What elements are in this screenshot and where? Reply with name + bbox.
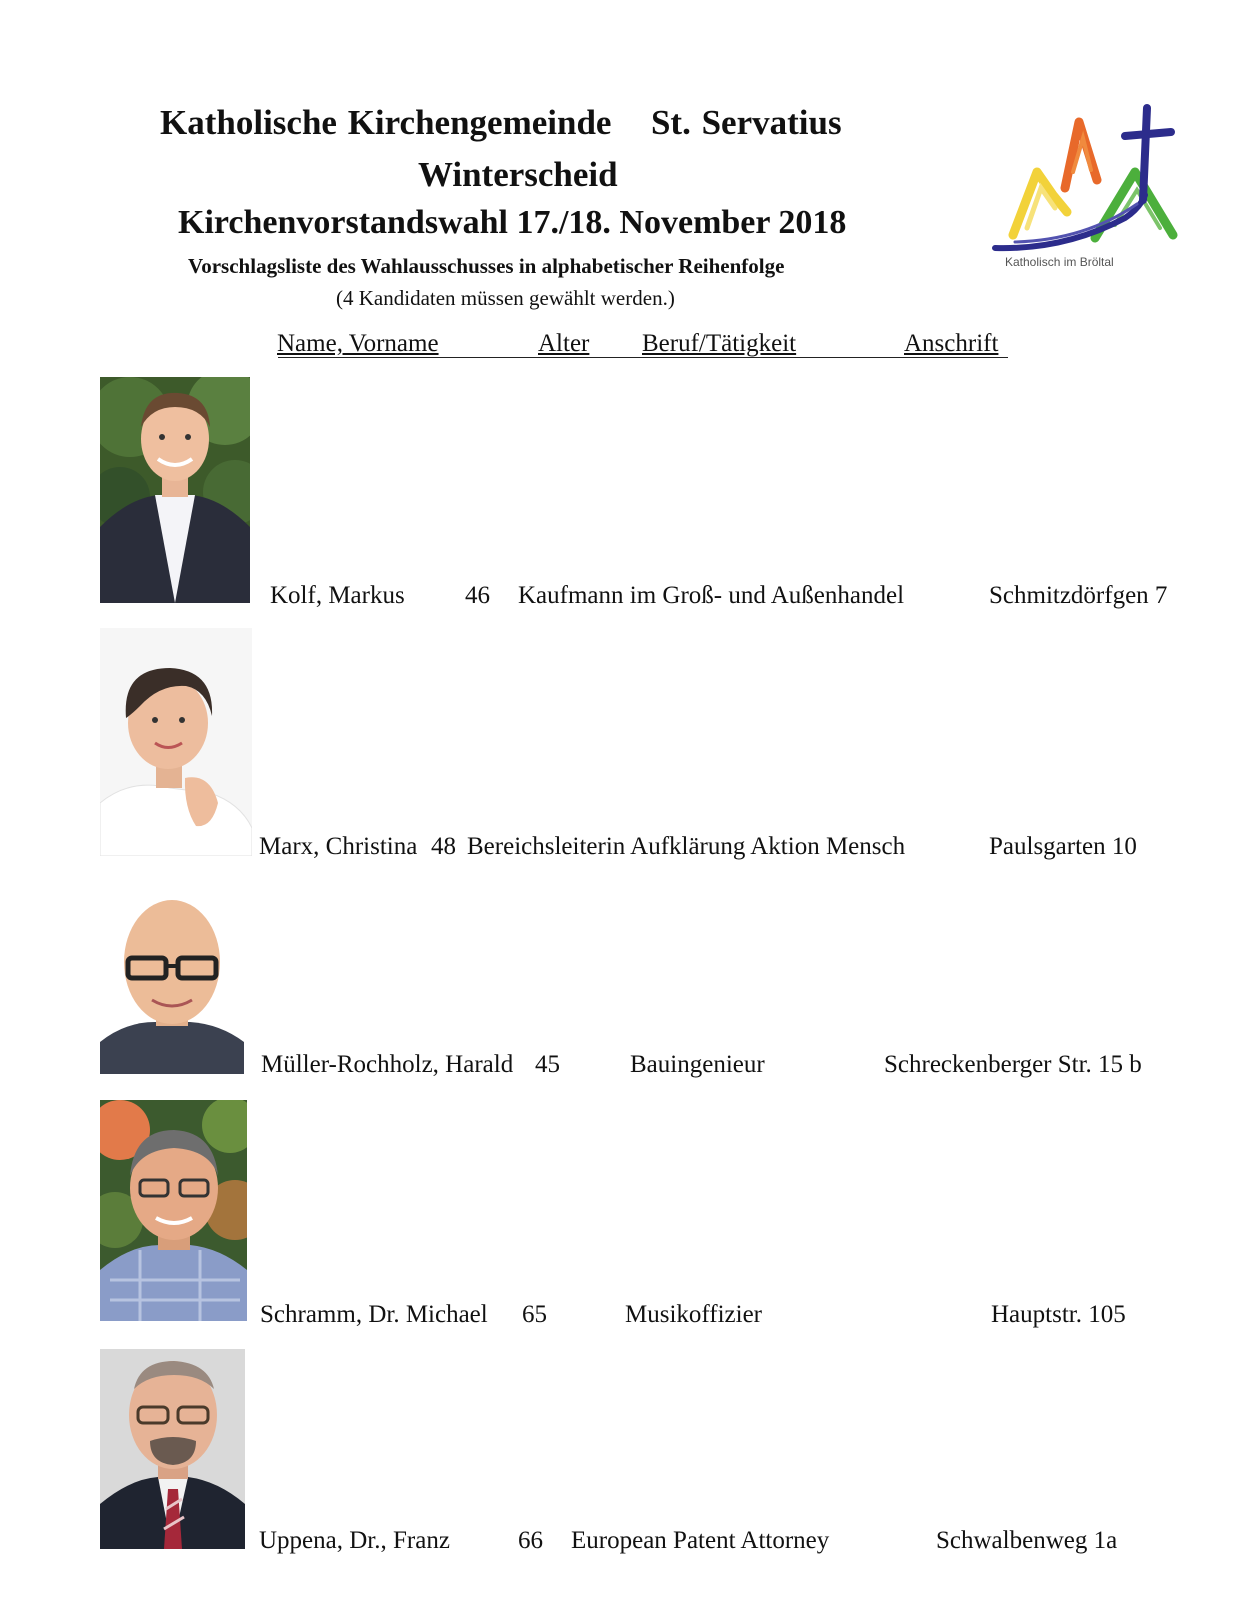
- parish-saint: St. Servatius: [650, 103, 842, 142]
- candidate-name: Schramm, Dr. Michael: [260, 1301, 488, 1328]
- candidate-job: Kaufmann im Groß- und Außenhandel: [518, 582, 905, 609]
- candidate-name: Kolf, Markus: [270, 582, 405, 609]
- list-subtitle: Vorschlagsliste des Wahlausschusses in alphabetischer Reihenfolge: [188, 254, 785, 278]
- column-header-address: Anschrift: [904, 330, 999, 357]
- candidate-address: Schmitzdörfgen 7: [989, 582, 1168, 609]
- candidate-address: Schwalbenweg 1a: [936, 1527, 1118, 1554]
- candidate-age: 66: [518, 1527, 543, 1554]
- church-logo-icon: [975, 100, 1190, 280]
- candidate-photo-mueller-rochholz: [100, 882, 244, 1074]
- candidate-job: Bereichsleiterin Aufklärung Aktion Mensch: [467, 833, 906, 860]
- candidate-address: Paulsgarten 10: [989, 833, 1137, 860]
- candidate-photo-kolf: [100, 377, 250, 603]
- parish-title: [160, 103, 842, 143]
- candidate-job: Bauingenieur: [630, 1051, 765, 1078]
- logo-caption: Katholisch im Bröltal: [1005, 255, 1114, 269]
- candidate-address: Hauptstr. 105: [991, 1301, 1126, 1328]
- candidate-address: Schreckenberger Str. 15 b: [884, 1051, 1142, 1078]
- candidate-age: 46: [465, 582, 490, 609]
- candidate-name: Uppena, Dr., Franz: [259, 1527, 450, 1554]
- column-header-job: Beruf/Tätigkeit: [642, 330, 797, 357]
- vote-note: (4 Kandidaten müssen gewählt werden.): [336, 286, 675, 310]
- candidate-age: 45: [535, 1051, 560, 1078]
- column-header-name: Name, Vorname: [277, 330, 439, 357]
- header-underline: [278, 357, 1008, 358]
- candidate-photo-marx: [100, 628, 252, 856]
- candidate-photo-schramm: [100, 1100, 247, 1321]
- candidate-age: 65: [522, 1301, 547, 1328]
- candidate-job: European Patent Attorney: [571, 1527, 830, 1554]
- candidate-name: Marx, Christina: [259, 833, 418, 860]
- candidate-name: Müller-Rochholz, Harald: [261, 1051, 514, 1078]
- candidate-age: 48: [431, 833, 456, 860]
- candidate-photo-uppena: [100, 1349, 245, 1549]
- parish-location: Winterscheid: [418, 155, 618, 194]
- column-header-age: Alter: [538, 330, 590, 357]
- parish-name: Katholische Kirchengemeinde: [160, 103, 612, 142]
- candidate-job: Musikoffizier: [625, 1301, 763, 1328]
- election-title: Kirchenvorstandswahl 17./18. November 2018: [178, 204, 847, 241]
